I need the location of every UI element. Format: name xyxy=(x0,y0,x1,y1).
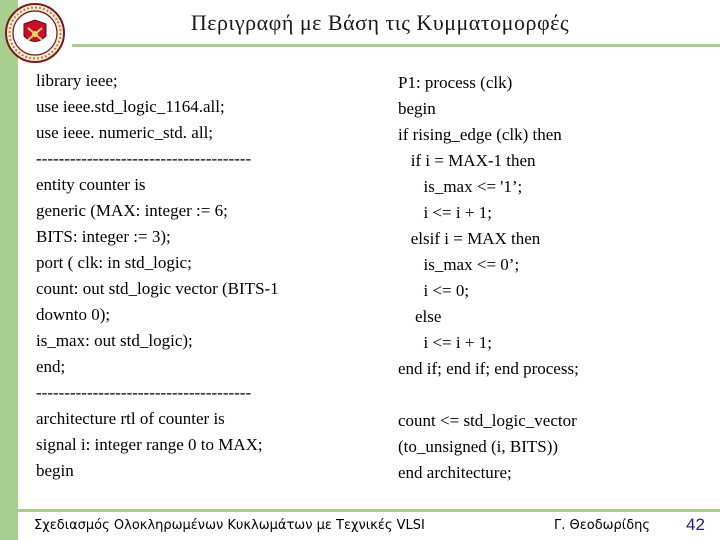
code-line: use ieee. numeric_std. all; xyxy=(36,123,214,142)
code-line: is_max <= 0’; xyxy=(398,255,520,274)
code-line: P1: process (clk) xyxy=(398,73,513,92)
code-line: if rising_edge (clk) then xyxy=(398,125,562,144)
code-line: i <= 0; xyxy=(398,281,470,300)
code-line: BITS: integer := 3); xyxy=(36,227,171,246)
code-line: is_max <= '1’; xyxy=(398,177,523,196)
code-line: count: out std_logic vector (BITS-1 xyxy=(36,279,279,298)
title-underline xyxy=(72,44,720,47)
code-line: port ( clk: in std_logic; xyxy=(36,253,192,272)
code-line: elsif i = MAX then xyxy=(398,229,541,248)
university-seal-icon xyxy=(2,2,68,64)
code-line: use ieee.std_logic_1164.all; xyxy=(36,97,225,116)
vhdl-code-right-column xyxy=(398,70,698,486)
footer-divider xyxy=(18,509,720,512)
code-line: -------------------------------------- xyxy=(36,383,252,402)
code-line: i <= i + 1; xyxy=(398,203,492,222)
code-line: entity counter is xyxy=(36,175,146,194)
code-line: downto 0); xyxy=(36,305,111,324)
code-line: is_max: out std_logic); xyxy=(36,331,193,350)
code-line: (to_unsigned (i, BITS)) xyxy=(398,437,559,456)
code-line: end; xyxy=(36,357,66,376)
vhdl-code-left-column xyxy=(36,68,366,484)
code-line: count <= std_logic_vector xyxy=(398,411,577,430)
code-line: signal i: integer range 0 to MAX; xyxy=(36,435,263,454)
code-line: -------------------------------------- xyxy=(36,149,252,168)
code-line: else xyxy=(398,307,442,326)
code-line: begin xyxy=(398,99,436,118)
code-line: i <= i + 1; xyxy=(398,333,492,352)
code-blank-line xyxy=(398,382,698,408)
code-line: library ieee; xyxy=(36,71,118,90)
code-line: begin xyxy=(36,461,74,480)
slide-title: Περιγραφή με Βάση τις Κυμματομορφές xyxy=(190,10,570,35)
code-line: end architecture; xyxy=(398,463,512,482)
footer-course-title: Σχεδιασμός Ολοκληρωμένων Κυκλωμάτων με Τεχνικές VLSI xyxy=(34,518,425,533)
left-accent-bar xyxy=(0,0,18,540)
code-line: generic (MAX: integer := 6; xyxy=(36,201,228,220)
code-line: architecture rtl of counter is xyxy=(36,409,225,428)
page-number: 42 xyxy=(686,515,705,534)
code-line: if i = MAX-1 then xyxy=(398,151,536,170)
footer-author: Γ. Θεοδωρίδης xyxy=(554,518,651,533)
code-line: end if; end if; end process; xyxy=(398,359,579,378)
